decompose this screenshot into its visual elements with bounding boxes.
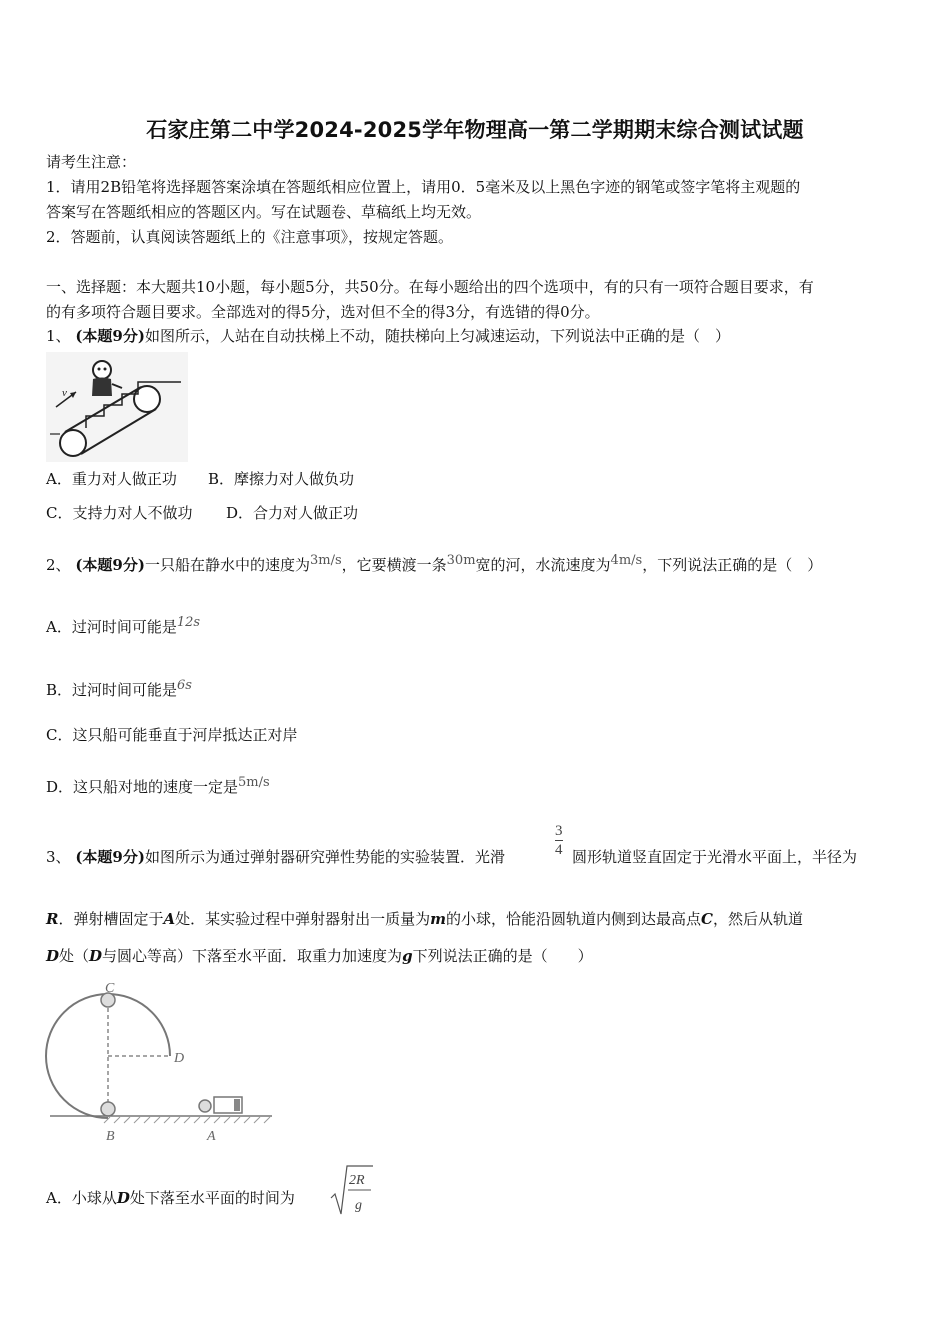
q3-symbol-a: A [163,910,176,928]
q2-stem [46,551,822,575]
q3-line2-part3: 的小球，恰能沿圆轨道内侧到达最高点 [446,910,702,928]
q2-option-a [46,613,200,637]
q3-stem-line2 [46,909,803,929]
q3-stem-part1: 如图所示为通过弹射器研究弹性势能的实验装置．光滑 [144,848,505,866]
q2-option-c: C．这只船可能垂直于河岸抵达正对岸 [46,726,298,744]
notice-heading: 请考生注意： [46,153,137,171]
q3-option-a-part1: A．小球从 [46,1189,117,1207]
point-a-label: A [207,1129,216,1144]
q3-symbol-g: g [402,947,413,965]
q3-line2-part1: ．弹射槽固定于 [58,910,164,928]
q2-option-d [46,773,270,797]
point-c-label: C [105,981,115,996]
sqrt-expression [329,1162,375,1218]
q3-line3-part1: 处（ [59,947,90,965]
q3-score: (本题9分) [75,848,145,866]
point-d-label: D [174,1051,185,1066]
q3-option-a [46,1188,295,1208]
sqrt-denominator: g [355,1198,362,1213]
notice-item1-line2: 答案写在答题纸相应的答题区内。写在试题卷、草稿纸上均无效。 [46,203,482,221]
q3-symbol-m: m [430,910,447,928]
q2-option-b-value: 6s [177,678,192,693]
q1-option-d: D．合力对人做正功 [226,504,359,522]
velocity-label: v [62,387,67,399]
q2-option-d-value: 5m/s [238,775,270,790]
q3-option-a-part2: 处下落至水平面的时间为 [129,1189,295,1207]
q3-symbol-c: C [701,910,713,928]
q3-fraction [555,822,563,859]
q1-stem-text: 如图所示，人站在自动扶梯上不动，随扶梯向上匀减速运动，下列说法中正确的是（ ） [144,327,730,345]
q3-symbol-r: R [46,910,59,928]
q2-stem-part1: 一只船在静水中的速度为 [144,556,310,574]
notice-item1-line1: 1．请用2B铅笔将选择题答案涂填在答题纸相应位置上，请用0．5毫米及以上黑色字迹的钢笔或签字笔将主观题的 [46,178,801,196]
q2-option-d-text: D．这只船对地的速度一定是 [46,778,239,796]
q2-option-b-text: B．过河时间可能是 [46,681,178,699]
q3-line2-part2: 处．某实验过程中弹射器射出一质量为 [175,910,431,928]
point-b-label: B [106,1129,115,1144]
q2-river-width: 30m [446,553,476,568]
sqrt-numerator: 2R [349,1173,365,1188]
q3-symbol-d: D [46,947,60,965]
q1-option-c: C．支持力对人不做功 [46,504,193,522]
section1-line2: 的有多项符合题目要求。全部选对的得5分，选对但不全的得3分，有选错的得0分。 [46,303,600,321]
q2-stem-part2: ，它要横渡一条 [341,556,447,574]
q2-number: 2、 [46,556,71,574]
section1-line1: 一、选择题：本大题共10小题，每小题5分，共50分。在每小题给出的四个选项中，有的只有一项符合题目要求，有 [46,278,814,296]
q1-stem [46,326,730,346]
q3-number: 3、 [46,848,71,866]
q3-line3-part2: 与圆心等高）下落至水平面．取重力加速度为 [102,947,403,965]
q2-option-b [46,676,192,700]
q3-fraction-denominator: 4 [555,842,563,858]
notice-item2: 2．答题前，认真阅读答题纸上的《注意事项》，按规定答题。 [46,228,454,246]
circular-track-figure [44,978,276,1146]
q3-stem-line1 [46,847,505,867]
q3-fraction-numerator: 3 [555,823,563,839]
escalator-figure [46,352,188,462]
q2-water-speed: 4m/s [610,553,643,568]
q1-score: (本题9分) [75,327,145,345]
q2-option-a-text: A．过河时间可能是 [46,618,177,636]
q3-option-a-symbol-d: D [116,1189,130,1207]
q1-number: 1、 [46,327,71,345]
q2-stem-part4: ，下列说法正确的是（ ） [642,556,823,574]
q2-stem-part3: 宽的河，水流速度为 [475,556,611,574]
q3-symbol-d2: D [89,947,103,965]
q2-option-a-value: 12s [176,615,201,630]
q1-option-b: B．摩擦力对人做负功 [208,470,355,488]
page-title: 石家庄第二中学2024-2025学年物理高一第二学期期末综合测试试题 [146,118,804,142]
q3-stem-part2: 圆形轨道竖直固定于光滑水平面上，半径为 [572,848,858,866]
q2-boat-speed: 3m/s [309,553,342,568]
q1-option-a: A．重力对人做正功 [46,470,177,488]
q3-line2-part4: ，然后从轨道 [712,910,803,928]
q3-stem-line3 [46,946,593,966]
q3-line3-part3: 下列说法正确的是（ ） [412,947,593,965]
q2-score: (本题9分) [75,556,145,574]
